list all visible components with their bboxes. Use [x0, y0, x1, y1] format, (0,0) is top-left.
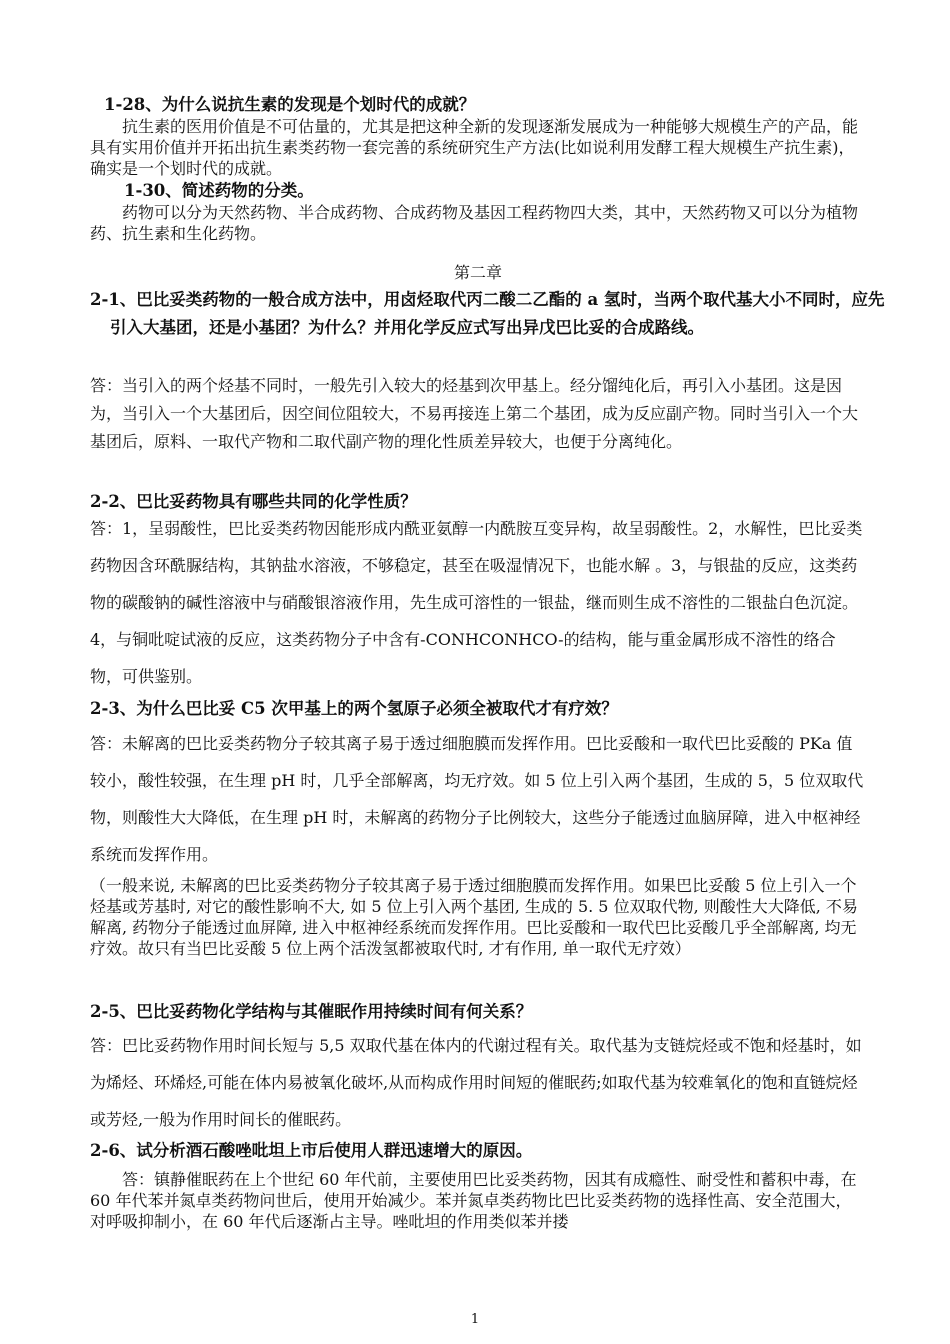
page-number: 1	[470, 1312, 480, 1327]
chapter-title: 第二章	[453, 263, 502, 282]
question-2-6: 2-6、试分析酒石酸唑吡坦上市后使用人群迅速增大的原因。	[90, 1141, 533, 1160]
answer-1-28: 抗生素的医用价值是不可估量的，尤其是把这种全新的发现逐渐发展成为一种能够大规模生产的产品，能具有实用价值并开拓出抗生素类药物一套完善的系统研究生产方法(比如说利用发酵工程大规模生产抗生素)，确实是一个划时代的成就。	[90, 117, 859, 178]
question-1-28: 1-28、为什么说抗生素的发现是个划时代的成就？	[104, 95, 476, 114]
note-2-3: （一般来说, 未解离的巴比妥类药物分子较其离子易于透过细胞膜而发挥作用。如果巴比妥酸 5 位上引入一个烃基或芳基时, 对它的酸性影响不大, 如 5 位上引入两个基团, 生成的 5. 5 位双取代物, 则酸性大大降低, 不易解离, 药物分子能透过血屏障, 进入中枢神经系统而发挥作用。巴比妥酸和一取代巴比妥酸几乎全部解离, 均无疗效。故只有当巴比妥酸 5 位上两个活泼氢都被取代时, 才有作用, 单一取代无疗效）	[90, 876, 858, 958]
answer-2-6: 答：镇静催眠药在上个世纪 60 年代前，主要使用巴比妥类药物，因其有成瘾性、耐受性和蓄积中毒，在 60 年代苯并氮卓类药物问世后，使用开始减少。苯并氮卓类药物比巴比妥类药物的选择性高、安全范围大，对呼吸抑制小，在 60 年代后逐渐占主导。唑吡坦的作用类似苯并搂	[90, 1170, 857, 1231]
question-1-30: 1-30、简述药物的分类。	[124, 181, 314, 200]
question-2-3: 2-3、为什么巴比妥 C5 次甲基上的两个氢原子必须全被取代才有疗效？	[90, 699, 618, 718]
question-2-5: 2-5、巴比妥药物化学结构与其催眠作用持续时间有何关系？	[90, 1002, 533, 1021]
answer-2-5: 答：巴比妥药物作用时间长短与 5,5 双取代基在体内的代谢过程有关。取代基为支链烷烃或不饱和烃基时，如为烯烃、环烯烃,可能在体内易被氧化破坏,从而构成作用时间短的催眠药;如取代基为较难氧化的饱和直链烷烃或芳烃,一般为作用时间长的催眠药。	[90, 1036, 862, 1129]
answer-2-2: 答：1，呈弱酸性，巴比妥类药物因能形成内酰亚氨醇一内酰胺互变异构，故呈弱酸性。2，水解性，巴比妥类药物因含环酰脲结构，其钠盐水溶液，不够稳定，甚至在吸湿情况下，也能水解 。3，与银盐的反应，这类药物的碳酸钠的碱性溶液中与硝酸银溶液作用，先生成可溶性的一银盐，继而则生成不溶性的二银盐白色沉淀。 4，与铜吡啶试液的反应，这类药物分子中含有-CONHCONHCO-的结构，能与重金属形成不溶性的络合物，可供鉴别。	[90, 519, 863, 686]
answer-2-1: 答：当引入的两个烃基不同时，一般先引入较大的烃基到次甲基上。经分馏纯化后，再引入小基团。这是因为，当引入一个大基团后，因空间位阻较大，不易再接连上第二个基团，成为反应副产物。同时当引入一个大基团后，原料、一取代产物和二取代副产物的理化性质差异较大，也便于分离纯化。	[90, 376, 859, 451]
answer-2-3: 答：未解离的巴比妥类药物分子较其离子易于透过细胞膜而发挥作用。巴比妥酸和一取代巴比妥酸的 PKa 值较小，酸性较强，在生理 pH 时，几乎全部解离，均无疗效。如 5 位上引入两个基团，生成的 5，5 位双取代物，则酸性大大降低，在生理 pH 时，未解离的药物分子比例较大，这些分子能透过血脑屏障，进入中枢神经系统而发挥作用。	[90, 734, 864, 864]
answer-1-30: 药物可以分为天然药物、半合成药物、合成药物及基因工程药物四大类，其中，天然药物又可以分为植物药、抗生素和生化药物。	[90, 203, 859, 243]
question-2-1: 2-1、巴比妥类药物的一般合成方法中，用卤烃取代丙二酸二乙酯的 a 氢时，当两个取代基大小不同时，应先引入大基团，还是小基团？为什么？并用化学反应式写出异戊巴比妥的合成路线。	[90, 290, 885, 337]
question-2-2: 2-2、巴比妥药物具有哪些共同的化学性质？	[90, 492, 417, 511]
